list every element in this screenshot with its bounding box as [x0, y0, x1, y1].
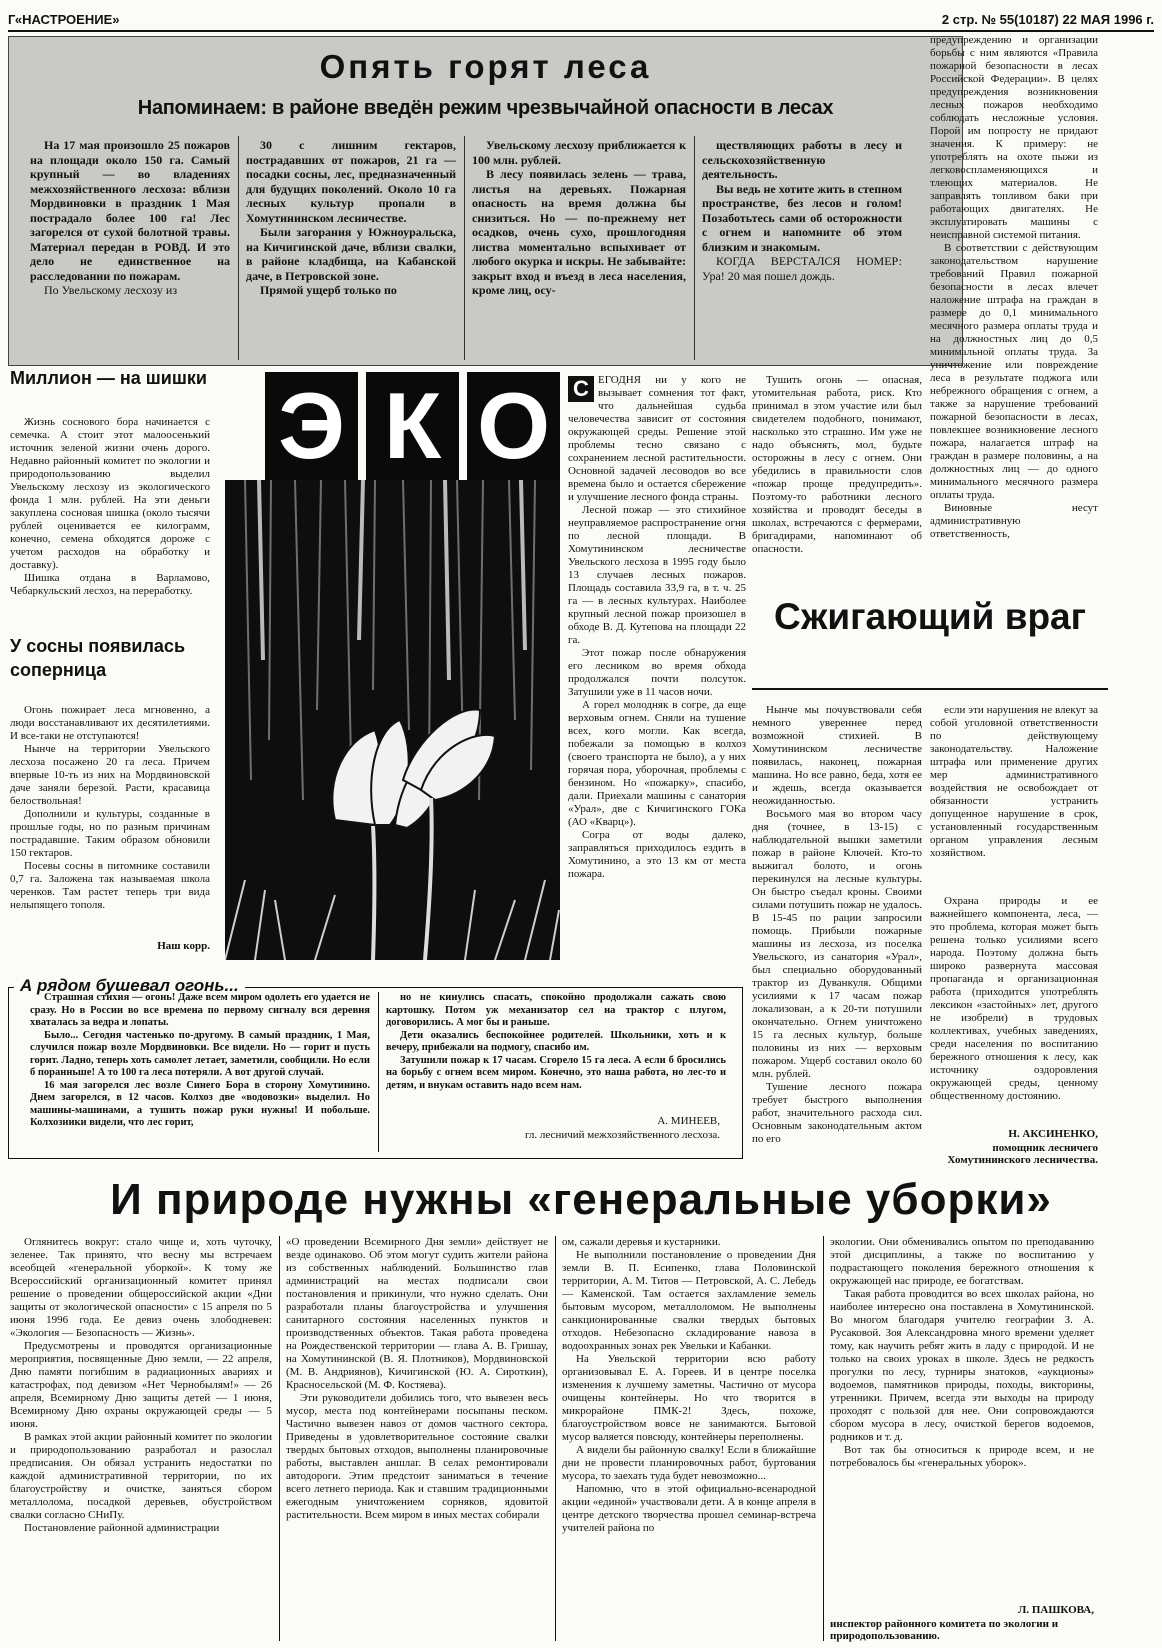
burn-signature-role: помощник лесничего Хомутининского лесничества.	[947, 1142, 1098, 1166]
column-divider	[555, 1236, 556, 1641]
fire-col-1: На 17 мая произошло 25 пожаров на площади около 150 га. Самый крупный — во владениях межхозяйственного лесхоза: вблизи Мордвиновки в праздник 1 Мая пострадало более 100 га! Лес загорелся от сухой болотной травы. Материал передан в РОВД. И это дело не единственное на расследовании по пожарам. По Увельскому лесхозу из	[30, 138, 230, 297]
photo-background	[225, 480, 560, 960]
fire-article-title: Опять горят леса	[319, 48, 652, 85]
fire-col-3: Увельскому лесхозу приближается к 100 млн. рублей. В лесу появилась зелень — трава, листья на деревьях. Пожарная опасность на время должна бы снизиться. Но — по-прежнему нет осадков, очень сухо, прошлогодняя листва моментально вспыхивает от любого окурка и искры. Не забывайте: закрыт вход и въезд в леса населения, кроме лиц, осу-	[472, 138, 686, 297]
column-divider	[464, 136, 465, 360]
cleanup-signature-name: Л. ПАШКОВА,	[1018, 1604, 1094, 1616]
masthead	[8, 6, 1154, 32]
burn-col-2: если эти нарушения не влекут за собой уголовной ответственности по действующему законодательству. Наложение штрафа или применение других мер административного воздействия не освобождает от обязанности устранить допущенное нарушение в срок, установленный государственным органом управления лесным хозяйством.	[930, 704, 1098, 859]
cleanup-col-4: экологии. Они обменивались опытом по преподаванию этой дисциплины, а также по воспитанию у подрастающего поколения бережного отношения к окружающей нас природе, ее богатствам. Такая работа проводится во всех школах района, но наиболее интересно она поставлена в Хомутининской. Во многом благодаря учителю географии З. А. Русаковой. Зоя Александровна много времени уделяет тому, как научить ребят жить в ладу с природой. И не только на своих уроках в школе. Здесь не редкость прогулки по лесу, турниры знатоков, «аукционы» водоемов, памятников природы, походы, викторины, утренники. Причем, всегда эти выходы на природу проходят с пользой для нее. Они сопровождаются сбором мусора в лесу, очисткой берегов водоемов, родников и т. д. Вот так бы относиться к природе всем, и не потребовалось бы «генеральных уборок».	[830, 1236, 1094, 1469]
eko-text-col-2: Тушить огонь — опасная, утомительная работа, риск. Кто принимал в этом участие или был свидетелем подобного, понимают, насколько это страшно. Им уже не надо объяснять, мол, будьте осторожны в лесу с огнем. Они убедились в правильности слов «пожар проще предупредить». Поэтому-то работники лесного хозяйства и проводят беседы в школах, встречаются с фермерами, бригадирами, напоминают об опасности.	[752, 374, 922, 555]
million-title: Миллион — на шишки	[10, 368, 207, 388]
cleanup-col-1: Оглянитесь вокруг: стало чище и, хоть чуточку, зеленее. Так принято, что весну мы встречаем всеобщей «генеральной уборкой». К тому же Всероссийский организационный комитет принял решение о проведении общероссийской акции «Дни защиты от экологической опасности» с 15 апреля по 5 июня 1996 года. Ее девиз очень злободневен: «Экология — Безопасность — Жизнь». Предусмотрены и проводятся организационные мероприятия, посвященные Дню земли, — 22 апреля, Дню памяти погибшим в радиационных авариях и катастрофах, под девизом «Нет Чернобылям!» — 26 апреля, Всемирному Дню защиты детей — 1 июня, Всемирному Дню охраны окружающей среды — 5 июня. В рамках этой акции районный комитет по экологии и природопользованию разработал и разослал предписания. Он обязал устранить недостатки по каждой административной территории, по их благоустройству и очистке, заняться сбором металлолома, посадкой деревьев, обустройством свалки согласно СНиПу. Постановление районной администрации	[10, 1236, 272, 1534]
bush-col-2: но не кинулись спасать, спокойно продолжали сажать свою картошку. Потом уж механизатор сел на трактор с плугом, договорились. А мог бы и раньше. Дети оказались беспокойнее родителей. Школьники, хоть и к вечеру, прибежали на подмогу, спасибо им. Затушили пожар к 17 часам. Сгорело 15 га леса. А если б бросились на борьбу с огнем всем миром. Конечно, это наша работа, но лес-то и детям, и внукам оставить надо всем нам.	[386, 992, 726, 1091]
bush-signature-name: А. МИНЕЕВ,	[657, 1115, 720, 1127]
pine-title: У сосны появилась соперница	[10, 636, 186, 680]
column-divider	[279, 1236, 280, 1641]
burn-col-1: Нынче мы почувствовали себя немного увереннее перед возможной стихией. В Хомутининском лесничестве появилась, наконец, пожарная машина. Но все равно, беда, хотя ее и ждешь, всегда оказывается неожиданностью. Восьмого мая во втором часу дня (точнее, в 13-15) с наблюдательной вышки заметили пожар в районе Ключей. Кто-то выжигал болото, и огонь перекинулся на лесные культуры. Он быстро съедал кроны. Своими силами потушить пожар не удалось. В 15-45 по рации запросили помощь. Прибыли пожарные машины из лесхоза, из поселка Увельского, из санатория «Урал», был специально оборудованный трактор из Дуванкуля. Общими усилиями к 17 часам пожар локализован, а к 20-ти потушили окончательно. Огнем уничтожено 15 га лесных культур, больше половины из них — верховым пожаром. Ущерб составил около 60 млн. рублей. Тушение лесного пожара требует быстрого выполнения работ, значительного расхода сил. Основным законодательным актом по его	[752, 704, 922, 1145]
column-divider	[694, 136, 695, 360]
cleanup-article-title: И природе нужны «генеральные уборки»	[110, 1175, 1052, 1224]
eko-letter: Э	[265, 372, 358, 480]
column-divider	[238, 136, 239, 360]
million-text: Жизнь соснового бора начинается с семечка. А стоит этот малоосенький источник зеленой жизни очень дорого. Недавно районный комитет по экологии и природопользованию выделил Увельскому лесхозу из экологического фонда 1 млн. рублей. На эти деньги закуплена сосновая шишка (около тысячи рублей оценивается ее килограмм, конечно, семена обходятся дороже с учетом расходов на обработку и доставку). Шишка отдана в Варламово, Чебаркульский лесхоз, на переработку.	[10, 416, 210, 597]
bush-col-1: Страшная стихия — огонь! Даже всем миром одолеть его удается не сразу. Но в России во все времена по первому сигналу вся деревня хваталась за ведра и лопаты. Было... Сегодня частенько по-другому. В самый праздник, 1 Мая, случился пожар возле Мордвиновки. Все видели. Но — горит и пусть горит. Ладно, теперь хоть самолет летает, заметили, сообщили. Но если б поранньше! А то 100 га леса потеряли. А вот другой случай. 16 мая загорелся лес возле Синего Бора в сторону Хомутинино. Днем загорелся, в 12 часов. Колхоз две «водовозки» выделил. Но машины-машинами, а тушить пожар руки нужны! И побольше. Колхозники видели, что лес горит,	[30, 992, 370, 1128]
crocus-photo	[225, 480, 560, 960]
newspaper-name: Г«НАСТРОЕНИЕ»	[8, 12, 120, 27]
pine-text: Огонь пожирает леса мгновенно, а люди восстанавливают их десятилетиями. И все-таки не отступаются! Нынче на территории Увельского лесхоза посажено 20 га леса. Причем впервые 10-ть из них на Мордвиновской даче заняли березой. Расти, красавица белоствольная! Дополнили и культуры, созданные в прошлые годы, но по разным причинам пострадавшие. Таким образом обновили 150 гектаров. Посевы сосны в питомнике составили 0,7 га. Заложена так называемая школа черенков. Там растет теперь три вида нелыпящего тополя.	[10, 704, 210, 911]
eko-text-col-1: С ЕГОДНЯ ни у кого не вызывает сомнения тот факт, что дальнейшая судьба человечества зависит от состояния окружающей среды. Решение этой проблемы тесно связано с сохранением лесной растительности. Основной задачей лесоводов во все времена было и остается сбережение и улучшение лесного фонда страны. Лесной пожар — это стихийное неуправляемое распространение огня по лесной площади. В Хомутининском лесничестве Увельского лесхоза в 1995 году было 13 случаев лесных пожаров. Площадь составила 33,9 га, в т. ч. 25 га — в лесных культурах. Наиболее крупный лесной пожар произошел в обходе В. Д. Кутепова на площади 22 га. Этот пожар после обнаружения его лесником во время обхода продолжался почти полсуток. Затушили уже в 11 часов ночи. А горел молодняк в согре, да еще верховым огнем. Сняли на тушение всех, кого могли. Как всегда, побежали за помощью в колхоз (своего транспорта не было), а у них горячая пора, уборочная, проблемы с бензином. Но «пожарку», спасибо, дали. Приехали машины с санатория «Урал», две с Кичигинского ГОКа (АО «Кварц»). Согра от воды далеко, заправляться приходилось ездить в Хомутинино, а это 13 км от места пожара.	[568, 374, 746, 880]
title-underline	[752, 688, 1108, 690]
fire-col-2: 30 с лишним гектаров, пострадавших от пожаров, 21 га — посадки сосны, лес, предназначенный для будущих поколений. Около 10 га лесных культур пропали в Хомутининском лесничестве. Были загорания у Южноуральска, на Кичигинской даче, вблизи свалки, в районе кладбища, на Кабанской даче, в Петровской зоне. Прямой ущерб только по	[246, 138, 456, 297]
column-divider	[378, 992, 379, 1152]
cleanup-col-2: «О проведении Всемирного Дня земли» действует не везде одинаково. Об этом могут судить жители района из собственных наблюдений. Большинство глав администраций на местах подписали свои постановления и прикинули, что нужно сделать. Они разработали планы благоустройства и улучшения санитарного состояния населенных пунктов и производственных объектов. Такая работа проведена на Рождественской территории — глава А. В. Гришау, на Хомутининской (В. Я. Плотников), Мордвиновской (М. В. Андриянов), Кичигинской (Ю. А. Сироткин), Красносельской (М. Ф. Костяева). Эти руководители добились того, что вывезен весь мусор, места под контейнерами посыпаны песком. Частично вывезен навоз от домов частного сектора. Приведены в удовлетворительное состояние свалки твердых бытовых отходов, выполнены планировочные работы, выставлен аншлаг. В селах ремонтировали автодороги. Этим предстоит заниматься в течение всего летнего периода. Как и ставшим традиционными ежегодным уничтожением сорняков, ядовитой растительности. Всем миром в иных местах собирали	[286, 1236, 548, 1521]
fire-rules-column: предупреждению и организации борьбы с ним являются «Правила пожарной безопасности в лесах Российской Федерации». В целях предупреждения возникновения лесных пожаров необходимо соблюдать несложные условия. Порой им попросту не придают значения. К примеру: не употреблять на охоте пыжи из легковоспламеняющихся и тлеющих материалов. Не заправлять топливом баки при работающих двигателях. Не эксплуатировать машины с неисправной системой питания. В соответствии с действующим законодательством нарушение требований Правил пожарной безопасности в лесах влечет наложение штрафа на граждан в размере до 0,1 минимального месячного размера оплаты труда и на должностных лиц до 0,5 минимальной оплаты труда. За уничтожение или повреждение леса в результате поджога или небрежного обращения с огнем, а также за нарушение требований пожарной безопасности в лесах, повлекшее возникновение лесного пожара, налагается штраф на граждан в размере половины, а на должностных лиц — до одного минимального месячного размера оплаты труда. Виновные несут административную ответственность,	[930, 34, 1098, 540]
eko-letter: К	[366, 372, 459, 480]
fire-col-4: ществляющих работы в лесу и сельскохозяйственную деятельность. Вы ведь не хотите жить в степном пространстве, без лесов и голом! Позаботьтесь сами об осторожности с огнем и напомните об этом близким и знакомым. КОГДА ВЕРСТАЛСЯ НОМЕР: Ура! 20 мая пошел дождь.	[702, 138, 902, 283]
bush-article-title: А рядом бушевал огонь...	[14, 976, 245, 996]
eko-letter: О	[467, 372, 560, 480]
pine-signature: Наш корр.	[157, 940, 210, 952]
burn-col-2b: Охрана природы и ее важнейшего компонента, леса, — это проблема, которая может быть решена только усилиями всего народа. Поэтому должна быть широко развернута массовая пропаганда и организационная работа (приходится употреблять лексикон «застойных» лет, другого не изобрели) в трудовых коллективах, учебных заведениях, среди населения по воспитанию бережного отношения к лесу, как источнику оздоровления окружающей среды, ценному общественному достоянию.	[930, 895, 1098, 1102]
fire-article-subtitle: Напоминаем: в районе введён режим чрезвычайной опасности в лесах	[137, 97, 834, 119]
issue-info: 2 стр. № 55(10187) 22 МАЯ 1996 г.	[941, 12, 1154, 27]
burn-signature-name: Н. АКСИНЕНКО,	[1008, 1128, 1098, 1140]
bush-signature-role: гл. лесничий межхозяйственного лесхоза.	[524, 1129, 720, 1141]
eko-heading	[265, 372, 560, 480]
cleanup-signature-role: инспектор районного комитета по экологии и природопользованию.	[830, 1618, 1059, 1642]
dropcap: С	[568, 376, 594, 402]
column-divider	[823, 1236, 824, 1641]
cleanup-col-3: ом, сажали деревья и кустарники. Не выполнили постановление о проведении Дня земли В. П. Есипенко, глава Половинской территории, А. М. Титов — Петровской, А. С. Лебедь — Каменской. Там остается захламление земель бытовым мусором, металлоломом. Не выполнены санкционированные свалки твердых бытовых отходов. Небезопасно складирование навоза в водоохранных зонах рек Увельки и Кабанки. На Увельской территории всю работу организовывал Е. А. Гореев. И в центре поселка изменения к лучшему заметны. Частично от мусора очищены контейнеры. Но что творится в микрорайоне ПМК-2! Здесь, похоже, благоустройством вовсе не занимаются. Бытовой мусор валяется повсюду, контейнеры переполнены. А видели бы районную свалку! Если в ближайшие дни не провести планировочных работ, буртования мусора, то заехать туда будет невозможно... Напомню, что в этой официально-всенародной акции «единой» участвовали дети. А в конце апреля в центре детского творчества прошел семинар-встреча учителей района по	[562, 1236, 816, 1534]
burn-article-title: Сжигающий враг	[773, 596, 1087, 637]
